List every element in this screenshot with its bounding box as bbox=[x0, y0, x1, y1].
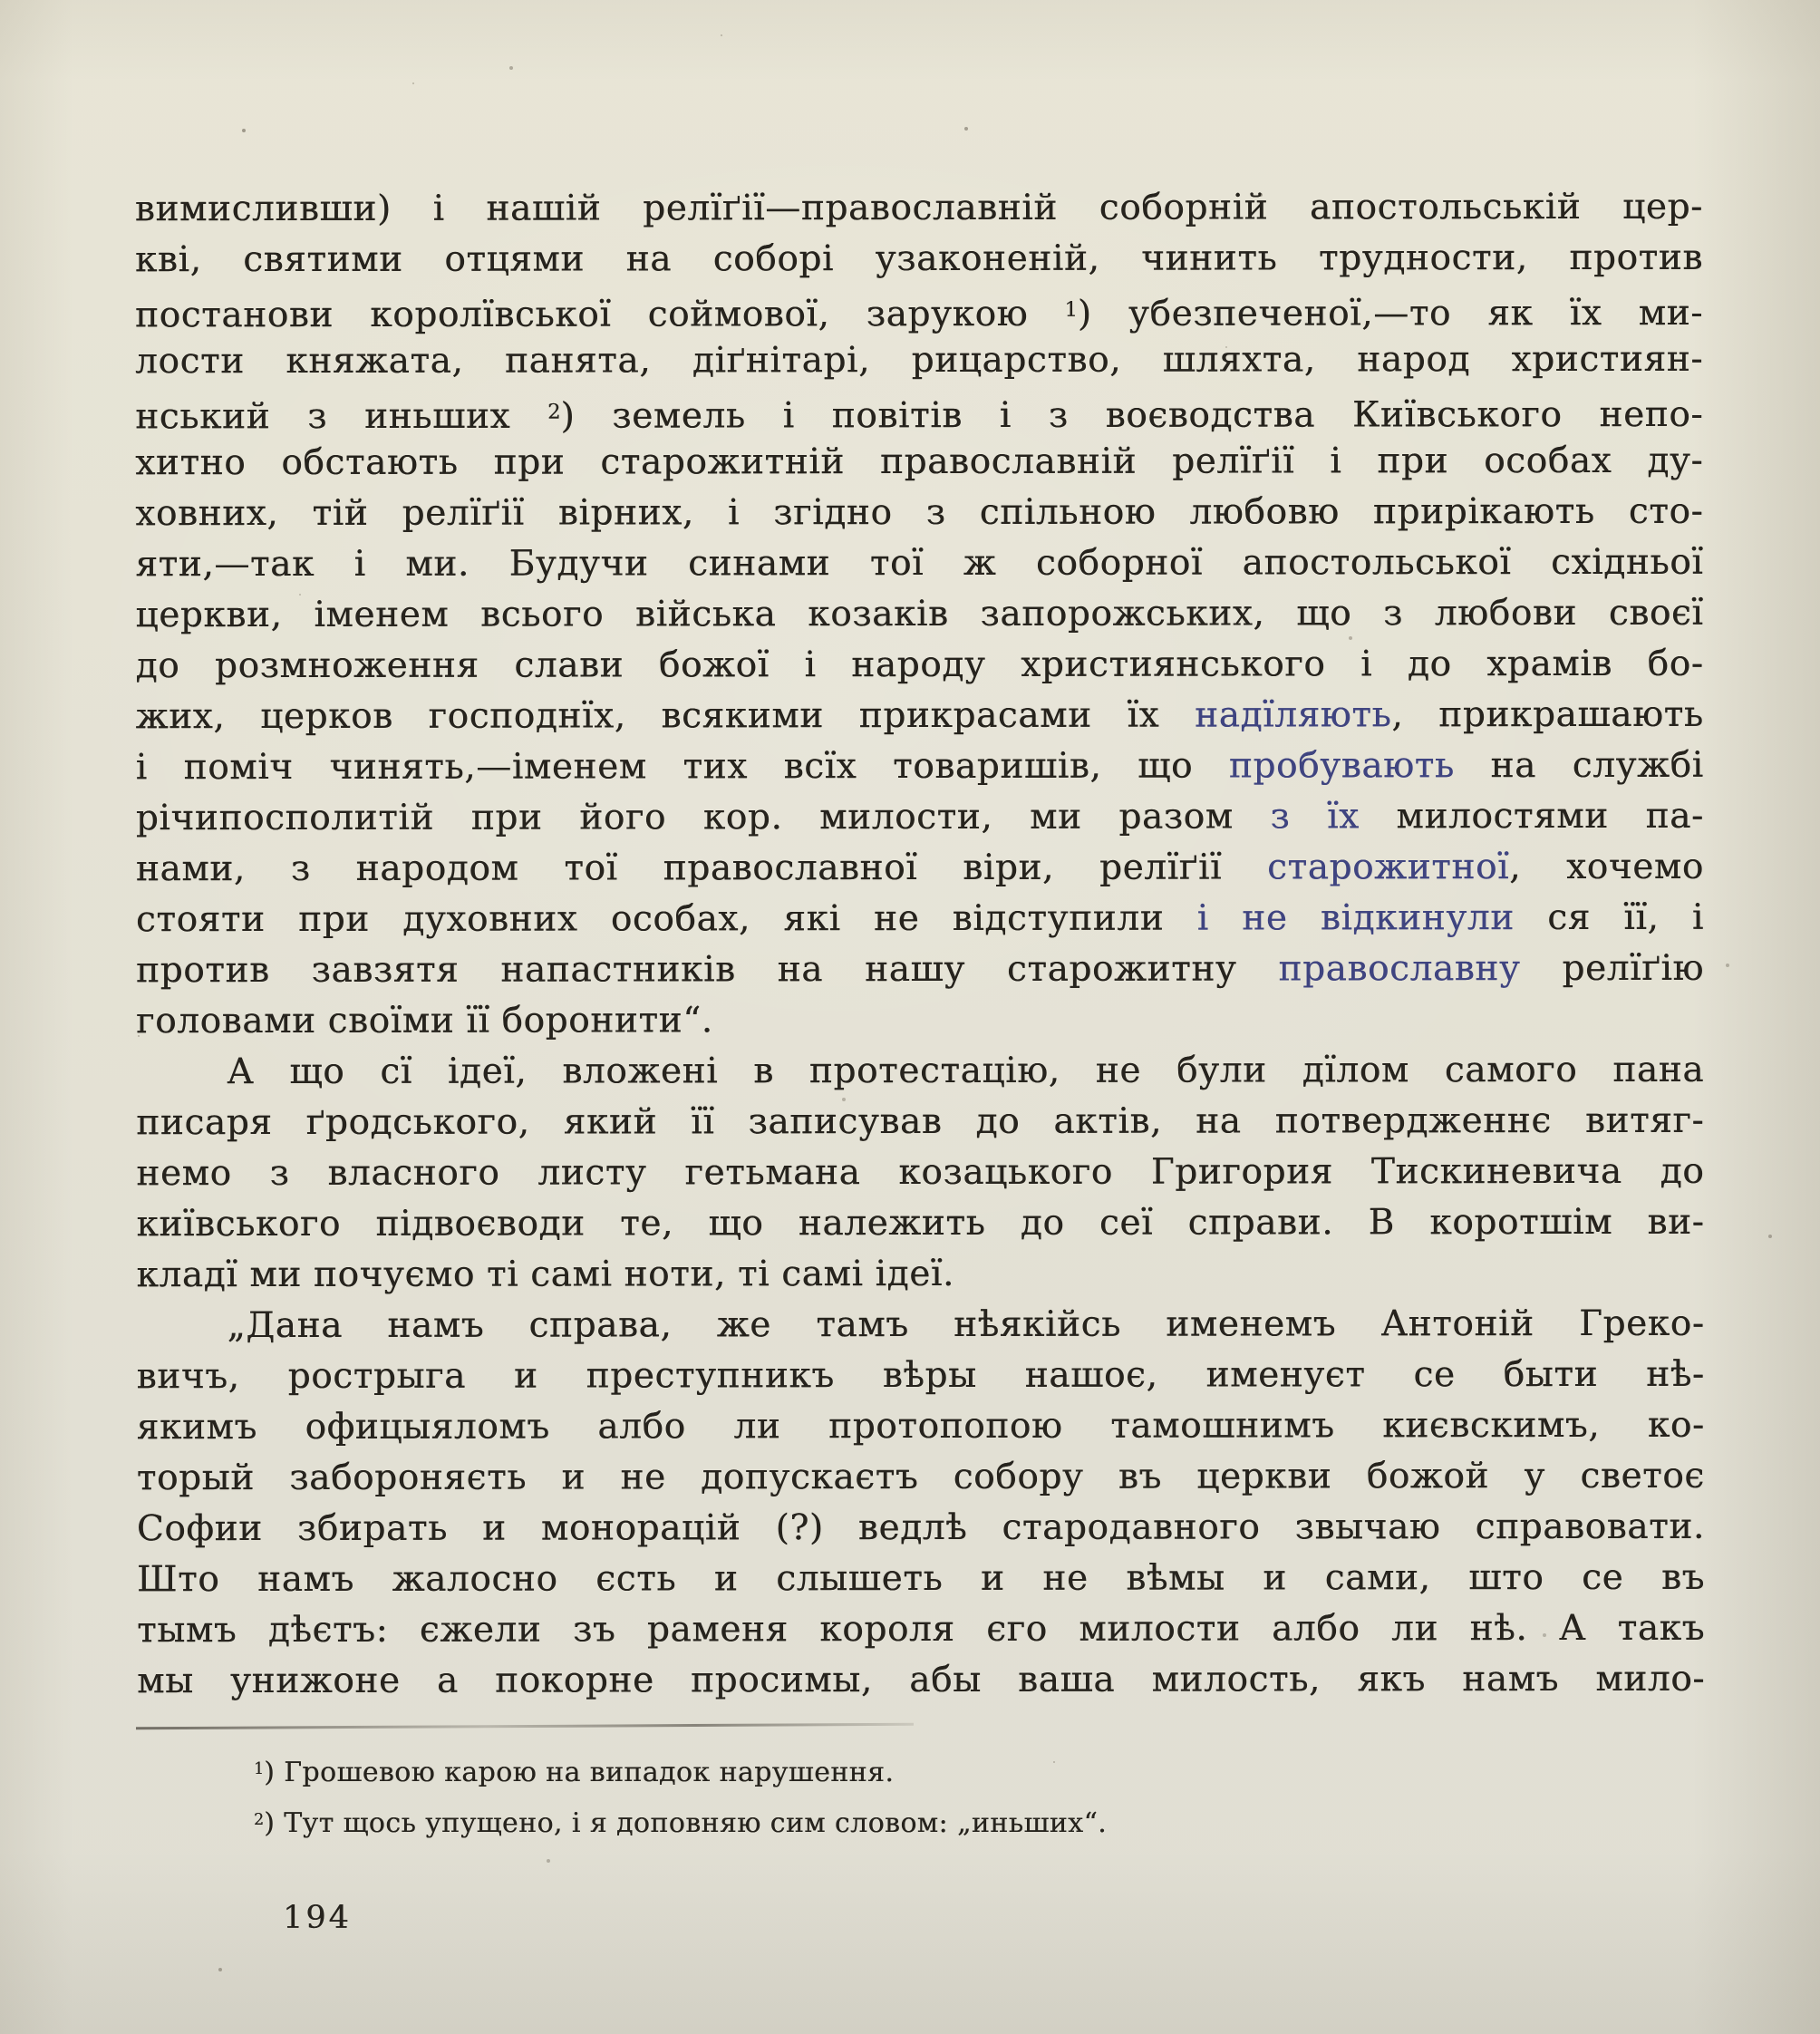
footnote-line: $^2$) Тут щось упущено, і я доповняю сим словом: „иньших“. bbox=[254, 1806, 1108, 1839]
text-line: торый забороняєть и не допускаєтъ собору въ церкви божой у светоє bbox=[136, 1455, 1705, 1499]
text-line: лости княжата, панята, діґнітарі, рицарство, шляхта, народ християн- bbox=[135, 338, 1704, 383]
text-block bbox=[135, 182, 1705, 1707]
text-line: Што намъ жалосно єсть и слышеть и не вѣмы и сами, што се въ bbox=[136, 1556, 1706, 1601]
text-line: жих, церков господнїх, всякими прикрасами їх надїляють, прикрашають bbox=[135, 693, 1704, 738]
paper-texture-specks bbox=[0, 0, 2, 2]
text-line: річипосполитій при його кор. милости, ми разом з їх милостями па- bbox=[135, 795, 1704, 839]
text-line: якимъ офицыяломъ албо ли протопопою тамошнимъ києвскимъ, ко- bbox=[136, 1404, 1705, 1448]
text-line: кві, святими отцями на соборі узаконеній, чинить трудности, против bbox=[134, 237, 1703, 281]
text-line: „Дана намъ справа, же тамъ нѣякійсь именемъ Антоній Греко- bbox=[227, 1303, 1705, 1347]
text-line: і поміч чинять,—іменем тих всїх товаришів, що пробувають на службі bbox=[135, 744, 1704, 789]
text-line: церкви, іменем всього війська козаків запорожських, що з любови своєї bbox=[135, 592, 1704, 636]
text-line: яти,—так і ми. Будучи синами тої ж соборної апостольської східньої bbox=[135, 541, 1704, 586]
text-line: кладї ми почуємо ті самі ноти, ті самі ідеї. bbox=[136, 1253, 954, 1296]
text-line: ховних, тій релїґії вірних, і згідно з спільною любовю прирікають сто- bbox=[135, 490, 1704, 535]
text-line: стояти при духовних особах, які не відступили і не відкинули ся її, і bbox=[135, 896, 1704, 941]
text-line: хитно обстають при старожитній православній релїґії і при особах ду- bbox=[135, 440, 1704, 484]
text-line: нами, з народом тої православної віри, релїґії старожитної, хочемо bbox=[135, 846, 1704, 890]
text-line: постанови королївської соймової, зарукою $^1$) убезпеченої,—то як їх ми- bbox=[134, 292, 1704, 336]
text-line: мы унижоне а покорне просимы, абы ваша милость, якъ намъ мило- bbox=[137, 1658, 1706, 1702]
text-line: писаря ґродського, який її записував до актів, на потвердженнє витяг- bbox=[136, 1099, 1705, 1144]
text-line: против завзятя напастників на нашу старожитну православну релїґію bbox=[136, 947, 1705, 992]
footnote-rule bbox=[136, 1723, 914, 1729]
footnote-line: $^1$) Грошевою карою на випадок нарушення. bbox=[254, 1756, 895, 1788]
footnotes bbox=[254, 1746, 1686, 1847]
text-line: вичъ, рострыга и преступникъ вѣры нашоє, именуєт се быти нѣ- bbox=[136, 1353, 1705, 1398]
page-number: 194 bbox=[283, 1900, 352, 1936]
text-line: київського підвоєводи те, що належить до сеї справи. В коротшім ви- bbox=[136, 1201, 1705, 1245]
text-line: головами своїми її боронити“. bbox=[136, 1000, 713, 1042]
text-line: нський з иньших $^2$) земель і повітів і з воєводства Київського непо- bbox=[135, 393, 1704, 438]
text-line: Софии збирать и монорацій (?) ведлѣ стародавного звычаю справовати. bbox=[136, 1506, 1705, 1550]
text-line: тымъ дѣєтъ: єжели зъ раменя короля єго милости албо ли нѣ. А такъ bbox=[137, 1607, 1706, 1651]
text-line: до розмноження слави божої і народу християнського і до храмів бо- bbox=[135, 643, 1704, 687]
text-line: А що сї ідеї, вложені в протестацію, не були дїлом самого пана bbox=[227, 1049, 1705, 1093]
text-line: вимисливши) і нашій релїґії—православній соборній апостольській цер- bbox=[134, 186, 1703, 230]
text-line: немо з власного листу гетьмана козацького Григория Тискиневича до bbox=[136, 1150, 1705, 1195]
